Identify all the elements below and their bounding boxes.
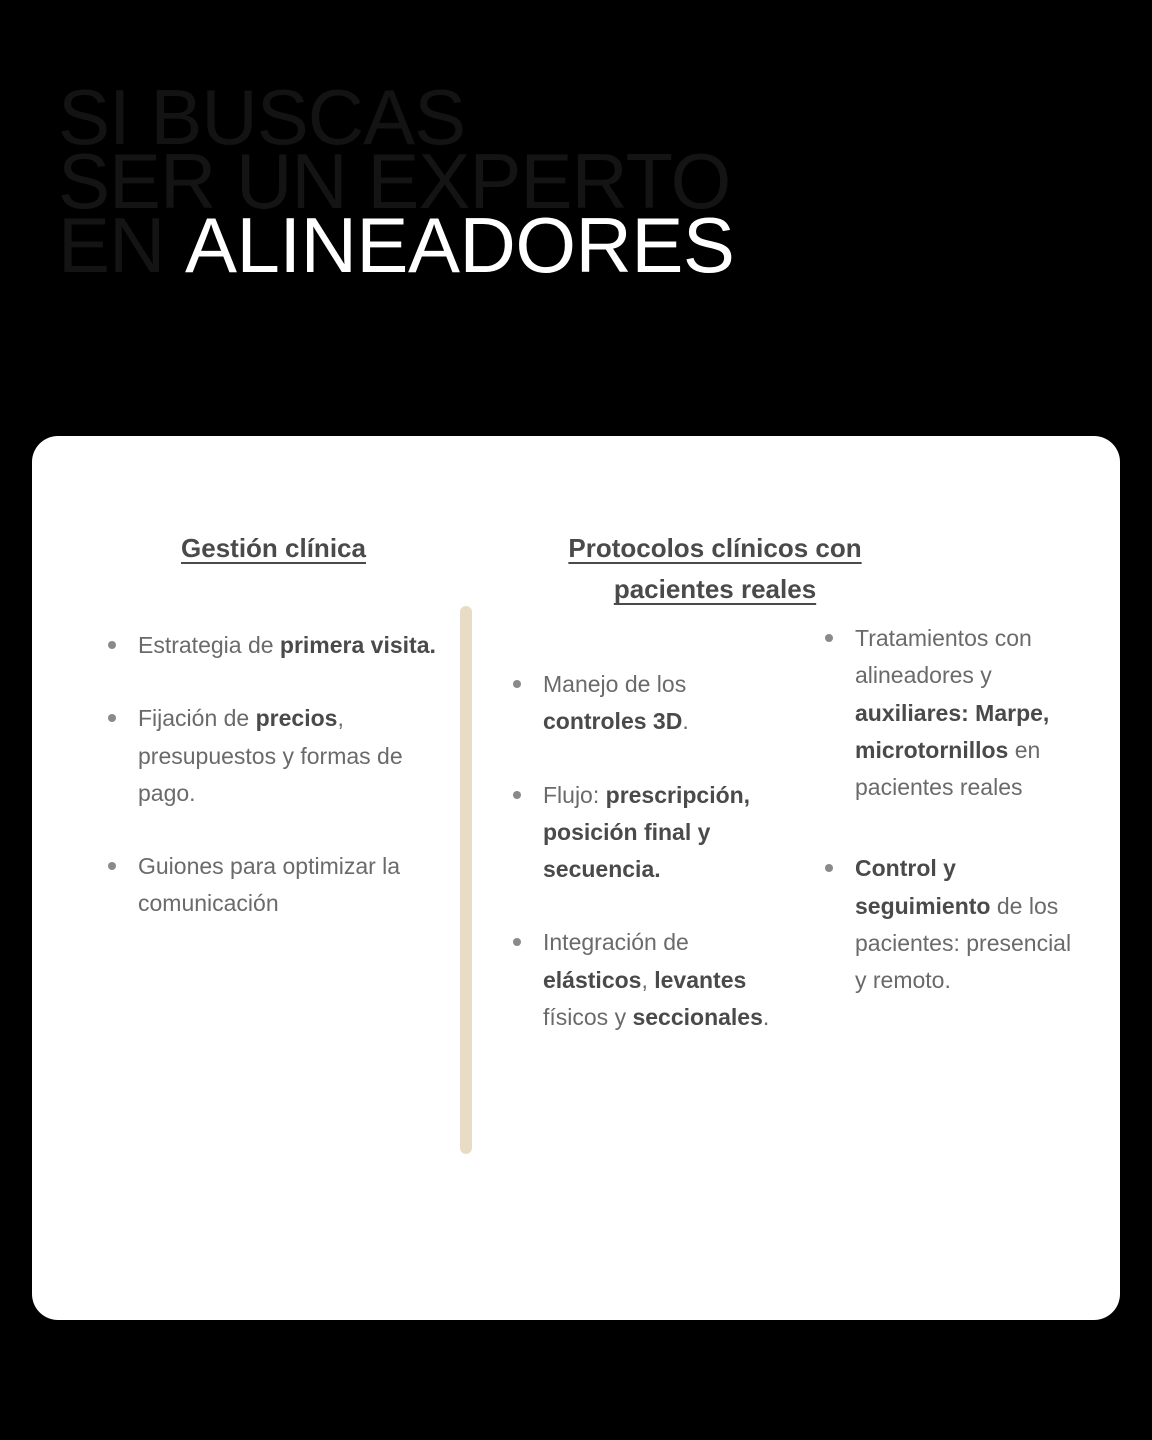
list-item-text: Tratamientos con alineadores y — [855, 625, 1032, 689]
list-item-emphasis: auxiliares: Marpe, microtornillos — [855, 699, 1050, 763]
headline-line-3-highlight: ALINEADORES — [185, 200, 735, 289]
column-heading-1: Gestión clínica — [181, 533, 366, 563]
headline-line-3-prefix: EN — [58, 200, 186, 289]
list-item-text: Manejo de los — [543, 671, 687, 698]
column-heading-2: Protocolos clínicos con pacientes reales — [568, 533, 862, 605]
column-gestion-clinica — [72, 528, 447, 1320]
column-divider — [447, 528, 485, 1320]
headline-line-1: SI BUSCAS — [58, 73, 466, 161]
list-item — [817, 620, 1077, 806]
list-item — [100, 700, 447, 812]
column-protocolos-clinicos-cont — [787, 528, 1077, 1320]
column-protocolos-clinicos — [485, 528, 862, 1320]
list-item-emphasis: precios — [255, 705, 338, 732]
list-item — [505, 777, 787, 889]
list-item — [817, 850, 1077, 999]
bullet-list-2 — [505, 666, 787, 1036]
list-item — [505, 666, 787, 741]
headline-line-2: SER UN EXPERTO — [58, 136, 731, 225]
list-item-text: en pacientes reales — [855, 736, 1041, 800]
list-item-text: Estrategia de — [138, 632, 280, 659]
bullet-list-3 — [817, 620, 1077, 999]
headline-line-3 — [58, 200, 1098, 289]
list-item-text: , presupuestos y formas de pago. — [138, 705, 403, 806]
page-title — [58, 73, 1098, 289]
list-item-text: de los pacientes: presencial y remoto. — [855, 892, 1072, 993]
list-item-text: , — [641, 966, 655, 993]
list-item-emphasis: levantes — [654, 966, 747, 993]
list-item — [100, 627, 447, 664]
list-item-emphasis: primera visita. — [279, 632, 436, 659]
list-item — [100, 848, 447, 923]
list-item-text: físicos y — [543, 1003, 633, 1030]
list-item-text: Integración de — [543, 929, 689, 956]
divider-bar — [460, 606, 472, 1154]
list-item-emphasis: prescripción, posición final y secuencia. — [543, 781, 751, 883]
list-item-text: Guiones para optimizar la comunicación — [138, 853, 401, 917]
list-item-emphasis: Control y seguimiento — [855, 855, 991, 919]
list-item-text: Flujo: — [543, 781, 606, 808]
list-item-text: . — [682, 708, 689, 735]
list-item-text: Fijación de — [138, 705, 256, 732]
list-item-text: . — [762, 1003, 770, 1030]
content-columns — [32, 436, 1120, 1320]
list-item-emphasis: controles 3D — [543, 708, 683, 735]
list-item-emphasis: seccionales — [632, 1003, 763, 1030]
list-item — [505, 924, 787, 1036]
bullet-list-1 — [100, 627, 447, 923]
content-card — [32, 436, 1120, 1320]
list-item-emphasis: elásticos — [543, 966, 642, 993]
